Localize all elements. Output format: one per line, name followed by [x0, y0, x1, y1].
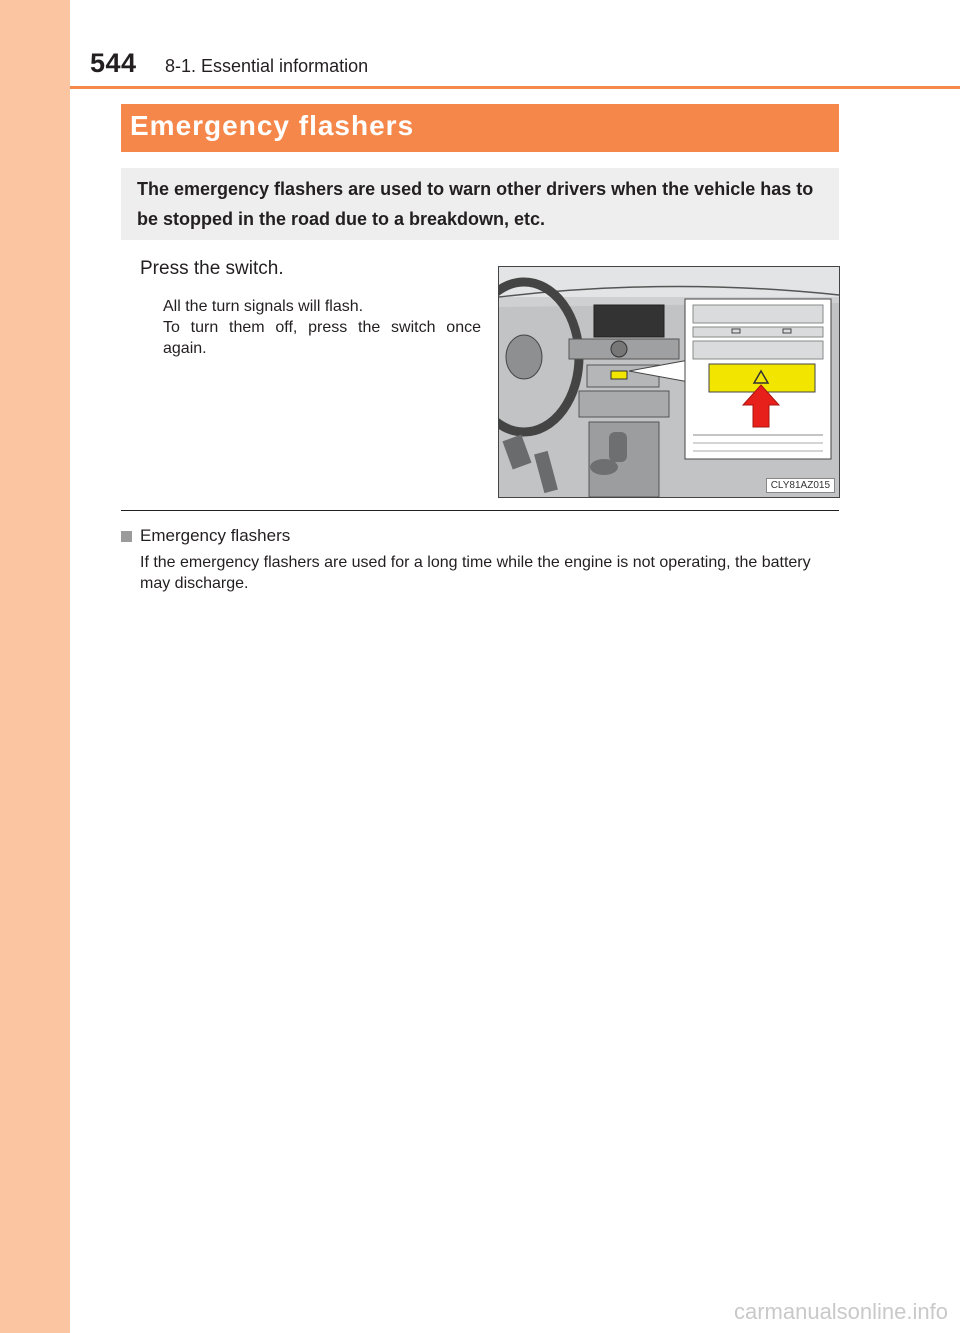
dashboard-drawing — [499, 267, 839, 497]
note-line: All the turn signals will flash. — [163, 298, 364, 315]
watermark: carmanualsonline.info — [733, 1299, 948, 1324]
info-heading-text: Emergency flashers — [140, 526, 291, 545]
section-heading: 8-1. Essential information — [165, 56, 369, 76]
dashboard-illustration — [498, 266, 840, 498]
info-body: If the emergency flashers are used for a long time while the engine is not operating, the battery may discharge. — [140, 554, 811, 592]
header-divider — [70, 86, 960, 89]
page-title: Emergency flashers — [130, 110, 415, 141]
illustration-code: CLY81AZ015 — [766, 478, 835, 493]
intro-text: The emergency flashers are used to warn other drivers when the vehicle has to be stopped in the road due to a breakdown, etc. — [137, 179, 814, 229]
title-bar — [121, 104, 839, 152]
note-line: To turn them off, press the switch once again. — [163, 319, 481, 357]
page-number: 544 — [90, 48, 137, 78]
info-heading — [121, 526, 290, 546]
side-tab-strip — [0, 0, 70, 1333]
intro-box — [121, 168, 839, 240]
step-notes — [163, 296, 481, 359]
section-divider — [121, 510, 839, 511]
step-instruction: Press the switch. — [140, 258, 284, 279]
square-bullet-icon — [121, 531, 132, 542]
